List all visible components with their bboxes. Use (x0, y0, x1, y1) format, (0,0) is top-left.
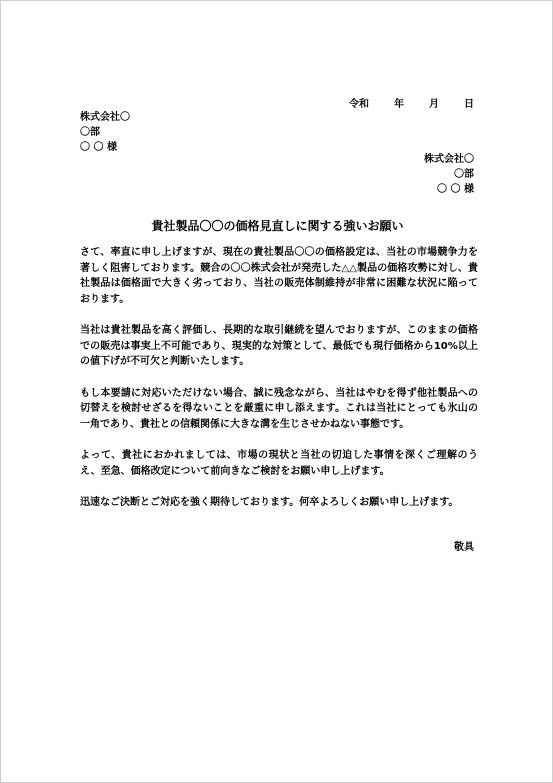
date-day: 日 (464, 99, 474, 110)
body-paragraph: さて、率直に申し上げますが、現在の貴社製品〇〇の価格設定は、当社の市場競争力を著しく阻害しております。競合の〇〇株式会社が発売した△△製品の価格攻勢に対し、貴社製品は価格面で大きく劣っており、当社の販売体制維持が非常に困難な状況に陥っております。 (80, 247, 478, 305)
sender-department: 〇部 (454, 169, 474, 180)
body-paragraph: もし本要請に対応いただけない場合、誠に残念ながら、当社はやむを得ず他社製品への切替えを検討せざるを得ないことを厳重に申し添えます。これは当社にとっても氷山の一角であり、貴社との信頼関係に大きな溝を生じさせかねない事態です。 (80, 387, 478, 430)
sender-name: 〇 〇 様 (437, 184, 474, 195)
date-era: 令和 (349, 99, 369, 110)
closing-remark: 敬具 (454, 542, 474, 553)
recipient-department: 〇部 (80, 127, 100, 138)
sender-block (424, 152, 474, 197)
date-month: 月 (429, 99, 439, 110)
recipient-name: 〇 〇 様 (80, 142, 117, 153)
recipient-company: 株式会社〇 (80, 112, 130, 123)
body-paragraph: 当社は貴社製品を高く評価し、長期的な取引継続を望んでおりますが、このままの価格での販売は事実上不可能であり、現実的な対策として、最低でも現行価格から10%以上の値下げが不可欠と判断いたします。 (80, 325, 478, 367)
body-paragraph: 迅速なご決断とご対応を強く期待しております。何卒よろしくお願い申し上げます。 (80, 497, 459, 508)
date-year: 年 (394, 99, 404, 110)
letter-body (80, 245, 478, 527)
letter-title: 貴社製品〇〇の価格見直しに関する強いお願い (151, 219, 404, 233)
sender-company: 株式会社〇 (424, 154, 474, 165)
recipient-block (80, 110, 130, 155)
body-paragraph: よって、貴社におかれましては、市場の現状と当社の切迫した事情を深くご理解のうえ、至急、価格改定について前向きなご検討をお願い申し上げます。 (80, 450, 478, 477)
date-line (349, 95, 474, 110)
